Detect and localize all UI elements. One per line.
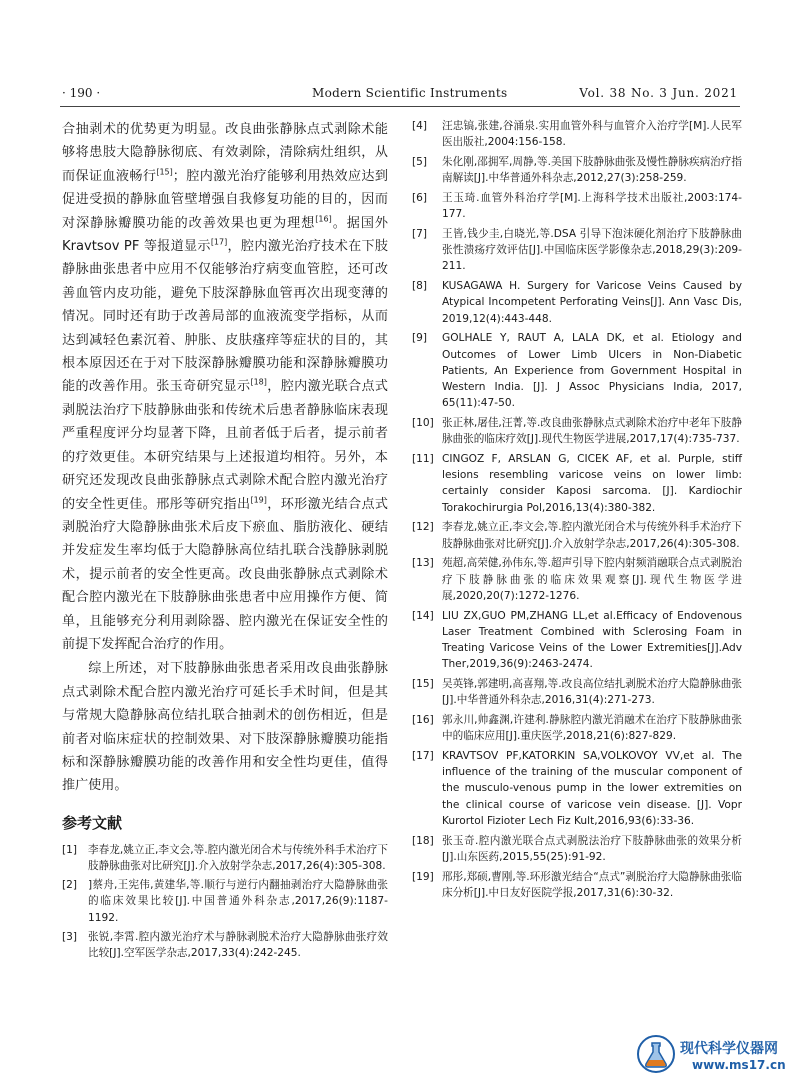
reference-number: [16] [412,714,434,727]
reference-text: 王皆,钱少圭,白晓光,等.DSA 引导下泡沫硬化剂治疗下肢静脉曲张性溃疡疗效评估[J].中国临床医学影像杂志,2018,29(3):209-211. [442,228,742,273]
reference-item [62,877,388,926]
watermark-url: www.ms17.cn [692,1058,786,1072]
reference-item [412,555,742,604]
reference-number: [17] [412,750,434,763]
reference-item [412,330,742,411]
reference-text: 李春龙,姚立正,李文会,等.腔内激光闭合术与传统外科手术治疗下肢静脉曲张对比研究[J].介入放射学杂志,2017,26(4):305-308. [88,843,388,872]
reference-text: 汪忠镐,张建,谷涌泉.实用血管外科与血管介入治疗学[M].人民军医出版社,2004:156-158. [442,120,742,149]
citation: [18] [250,378,267,388]
reference-number: [10] [412,417,434,430]
reference-number: [11] [412,453,434,466]
reference-number: [14] [412,609,434,622]
reference-text: 王玉琦.血管外科治疗学[M].上海科学技术出版社,2003:174-177. [442,192,742,221]
reference-text: LIU ZX,GUO PM,ZHANG LL,et al.Efficacy of Endovenous Laser Treatment Combined with Sclerosing Foam in Treating Varicose Veins of the Lower Extremities[J].Adv Ther,2019,36(9):2463-2474. [442,609,742,671]
running-header [62,84,738,102]
reference-item [412,154,742,186]
text-segment: ，腔内激光治疗技术在下肢静脉曲张患者中应用不仅能够治疗病变血管腔，还可改善血管内皮功能，避免下肢深静脉血管再次出现变薄的情况。同时还有助于改善局部的血液流变学指标，从而达到减轻色素沉着、肿胀、皮肤瘙痒等症状的目的，其根本原因还在于对下肢深静脉瓣膜功能和深静脉瓣膜功能的改善作用。张玉奇研究显示 [62,239,389,395]
reference-number: [9] [412,332,428,345]
page-number: · 190 · [62,86,101,100]
watermark-name: 现代科学仪器网 [680,1041,778,1057]
reference-item [412,118,742,150]
reference-number: [3] [62,930,78,943]
references-heading: 参考文献 [62,813,123,832]
reference-item [412,676,742,708]
reference-text: KUSAGAWA H. Surgery for Varicose Veins Caused by Atypical Incompetent Perforating Veins[J]. Ann Vasc Dis, 2019,12(4):443-448. [442,280,742,325]
reference-number: [2] [62,879,78,892]
header-rule [60,106,740,107]
reference-text: ]蔡舟,王宪伟,黄建华,等.顺行与逆行内翻抽剥治疗大隐静脉曲张的临床效果比较[J].中国普通外科杂志,2017,26(9):1187-1192. [88,879,388,924]
reference-item [412,833,742,865]
left-column [62,118,388,964]
reference-number: [13] [412,557,434,570]
text-segment: ；腔内激光治疗能够利用热效应达到促进受损的静脉血管壁增强自我修复功能的目的，因而对深静脉瓣膜功能的改善效果也更为理想 [62,168,389,231]
text-segment: ，腔内激光联合点式剥脱法治疗下肢静脉曲张和传统术后患者静脉临床表现严重程度评分均显著下降，且前者低于后者，提示前者的疗效更佳。本研究结果与上述报道均相符。另外，本研究还发现改良曲张静脉点式剥除术配合腔内激光治疗的安全性更佳。邢彤等研究指出 [62,379,389,512]
reference-item [412,451,742,516]
reference-item [412,415,742,447]
reference-text: 邢彤,郑硕,曹刚,等.环形激光结合“点式”剥脱治疗大隐静脉曲张临床分析[J].中日友好医院学报,2017,31(6):30-32. [442,870,742,899]
reference-number: [8] [412,280,428,293]
reference-text: 张锐,李霄.腔内激光治疗术与静脉剥脱术治疗大隐静脉曲张疗效比较[J].空军医学杂志,2017,33(4):242-245. [88,930,388,959]
reference-item [62,929,388,961]
reference-item [412,748,742,829]
reference-number: [19] [412,870,434,883]
reference-text: GOLHALE Y, RAUT A, LALA DK, et al. Etiology and Outcomes of Lower Limb Ulcers in Non-Diabetic Patients, An Experience from Government Hospital in Western India. [J]. J Assoc Physicians India, 2017, 65(11):47-50. [442,332,742,410]
text-segment: 合抽剥术的优势更为明显。改良曲张静脉点式剥除术能够将患肢大隐静脉彻底、有效剥除，清除病灶组织，从而保证血液畅行 [62,122,388,184]
citation: [19] [250,495,267,505]
reference-text: CINGOZ F, ARSLAN G, CICEK AF, et al. Purple, stiff lesions resembling varicose veins on lower limb: certainly consider Kaposi sarcoma. [J]. Kardiochir Torakochirurgia Pol,2016,13(4):380-382. [442,453,742,514]
citation: [17] [210,237,228,247]
reference-item [412,869,742,901]
text-segment: 。据国外 Kravtsov PF 等报道显示 [62,215,389,255]
body-paragraph-1 [62,118,388,656]
reference-text: 郭永川,帅鑫渊,许建利.静脉腔内激光消融术在治疗下肢静脉曲张中的临床应用[J].重庆医学,2018,21(6):827-829. [442,714,742,743]
reference-text: 张玉奇.腔内激光联合点式剥脱法治疗下肢静脉曲张的效果分析[J].山东医药,2015,55(25):91-92. [442,834,742,863]
reference-item [412,608,742,673]
reference-text: 李春龙,姚立正,李文会,等.腔内激光闭合术与传统外科手术治疗下肢静脉曲张对比研究[J].介入放射学杂志,2017,26(4):305-308. [442,521,742,550]
body-paragraph-2: 综上所述，对下肢静脉曲张患者采用改良曲张静脉点式剥除术配合腔内激光治疗可延长手术时间，但是其与常规大隐静脉高位结扎联合抽剥术的创伤相近，但是前者对临床症状的控制效果、对下肢深静脉瓣膜功能指标和深静脉瓣膜功能的改善作用和安全性均更佳，值得推广使用。 [62,661,388,794]
citation: [15] [156,167,173,177]
reference-number: [6] [412,192,428,204]
reference-number: [5] [412,156,428,168]
reference-text: 吴英锋,郭建明,高喜翔,等.改良高位结扎剥脱术治疗大隐静脉曲张[J].中华普通外科杂志,2016,31(4):271-273. [442,678,742,707]
reference-number: [12] [412,521,434,534]
reference-item [412,190,742,222]
reference-text: KRAVTSOV PF,KATORKIN SA,VOLKOVOY VV,et al. The influence of the training of the muscular component of the musculo-venous pump in the lower extremities on the clinical course of varicose vein disease. [J]. Vopr Kurortol Fizioter Lech Fiz Kult,2016,93(6):33-36. [442,750,742,827]
reference-number: [7] [412,228,428,240]
citation: [16] [315,214,332,224]
reference-text: 朱化刚,邵拥军,周静,等.美国下肢静脉曲张及慢性静脉疾病治疗指南解读[J].中华普通外科杂志,2012,27(3):258-259. [442,156,742,185]
reference-text: 苑超,高荣健,孙伟东,等.超声引导下腔内射频消融联合点式剥脱治疗下肢静脉曲张的临床效果观察[J].现代生物医学进展,2020,20(7):1272-1276. [442,557,742,602]
reference-number: [4] [412,120,428,132]
text-segment: ，环形激光结合点式剥脱治疗大隐静脉曲张术后皮下瘀血、脂肪液化、硬结并发症发生率均低于大隐静脉高位结扎联合浅静脉剥脱术，提示前者的安全性更高。改良曲张静脉点式剥除术配合腔内激光在下肢静脉曲张患者中应用操作方便、简单，且能够充分利用剥除器、腔内激光在保证安全性的前提下发挥配合治疗的作用。 [62,496,389,652]
journal-title: Modern Scientific Instruments [312,86,508,100]
reference-item [412,278,742,327]
reference-number: [15] [412,678,434,691]
reference-number: [18] [412,834,434,847]
reference-item [412,519,742,551]
right-column [412,118,742,905]
reference-text: 张正林,屠佳,汪菁,等.改良曲张静脉点式剥除术治疗中老年下肢静脉曲张的临床疗效[J].现代生物医学进展,2017,17(4):735-737. [442,417,742,446]
flask-logo-icon [636,1034,676,1074]
reference-item [412,712,742,744]
reference-number: [1] [62,843,78,856]
site-watermark [636,1032,796,1082]
reference-item [412,226,742,275]
volume-info: Vol. 38 No. 3 Jun. 2021 [579,86,738,100]
reference-item [62,842,388,874]
